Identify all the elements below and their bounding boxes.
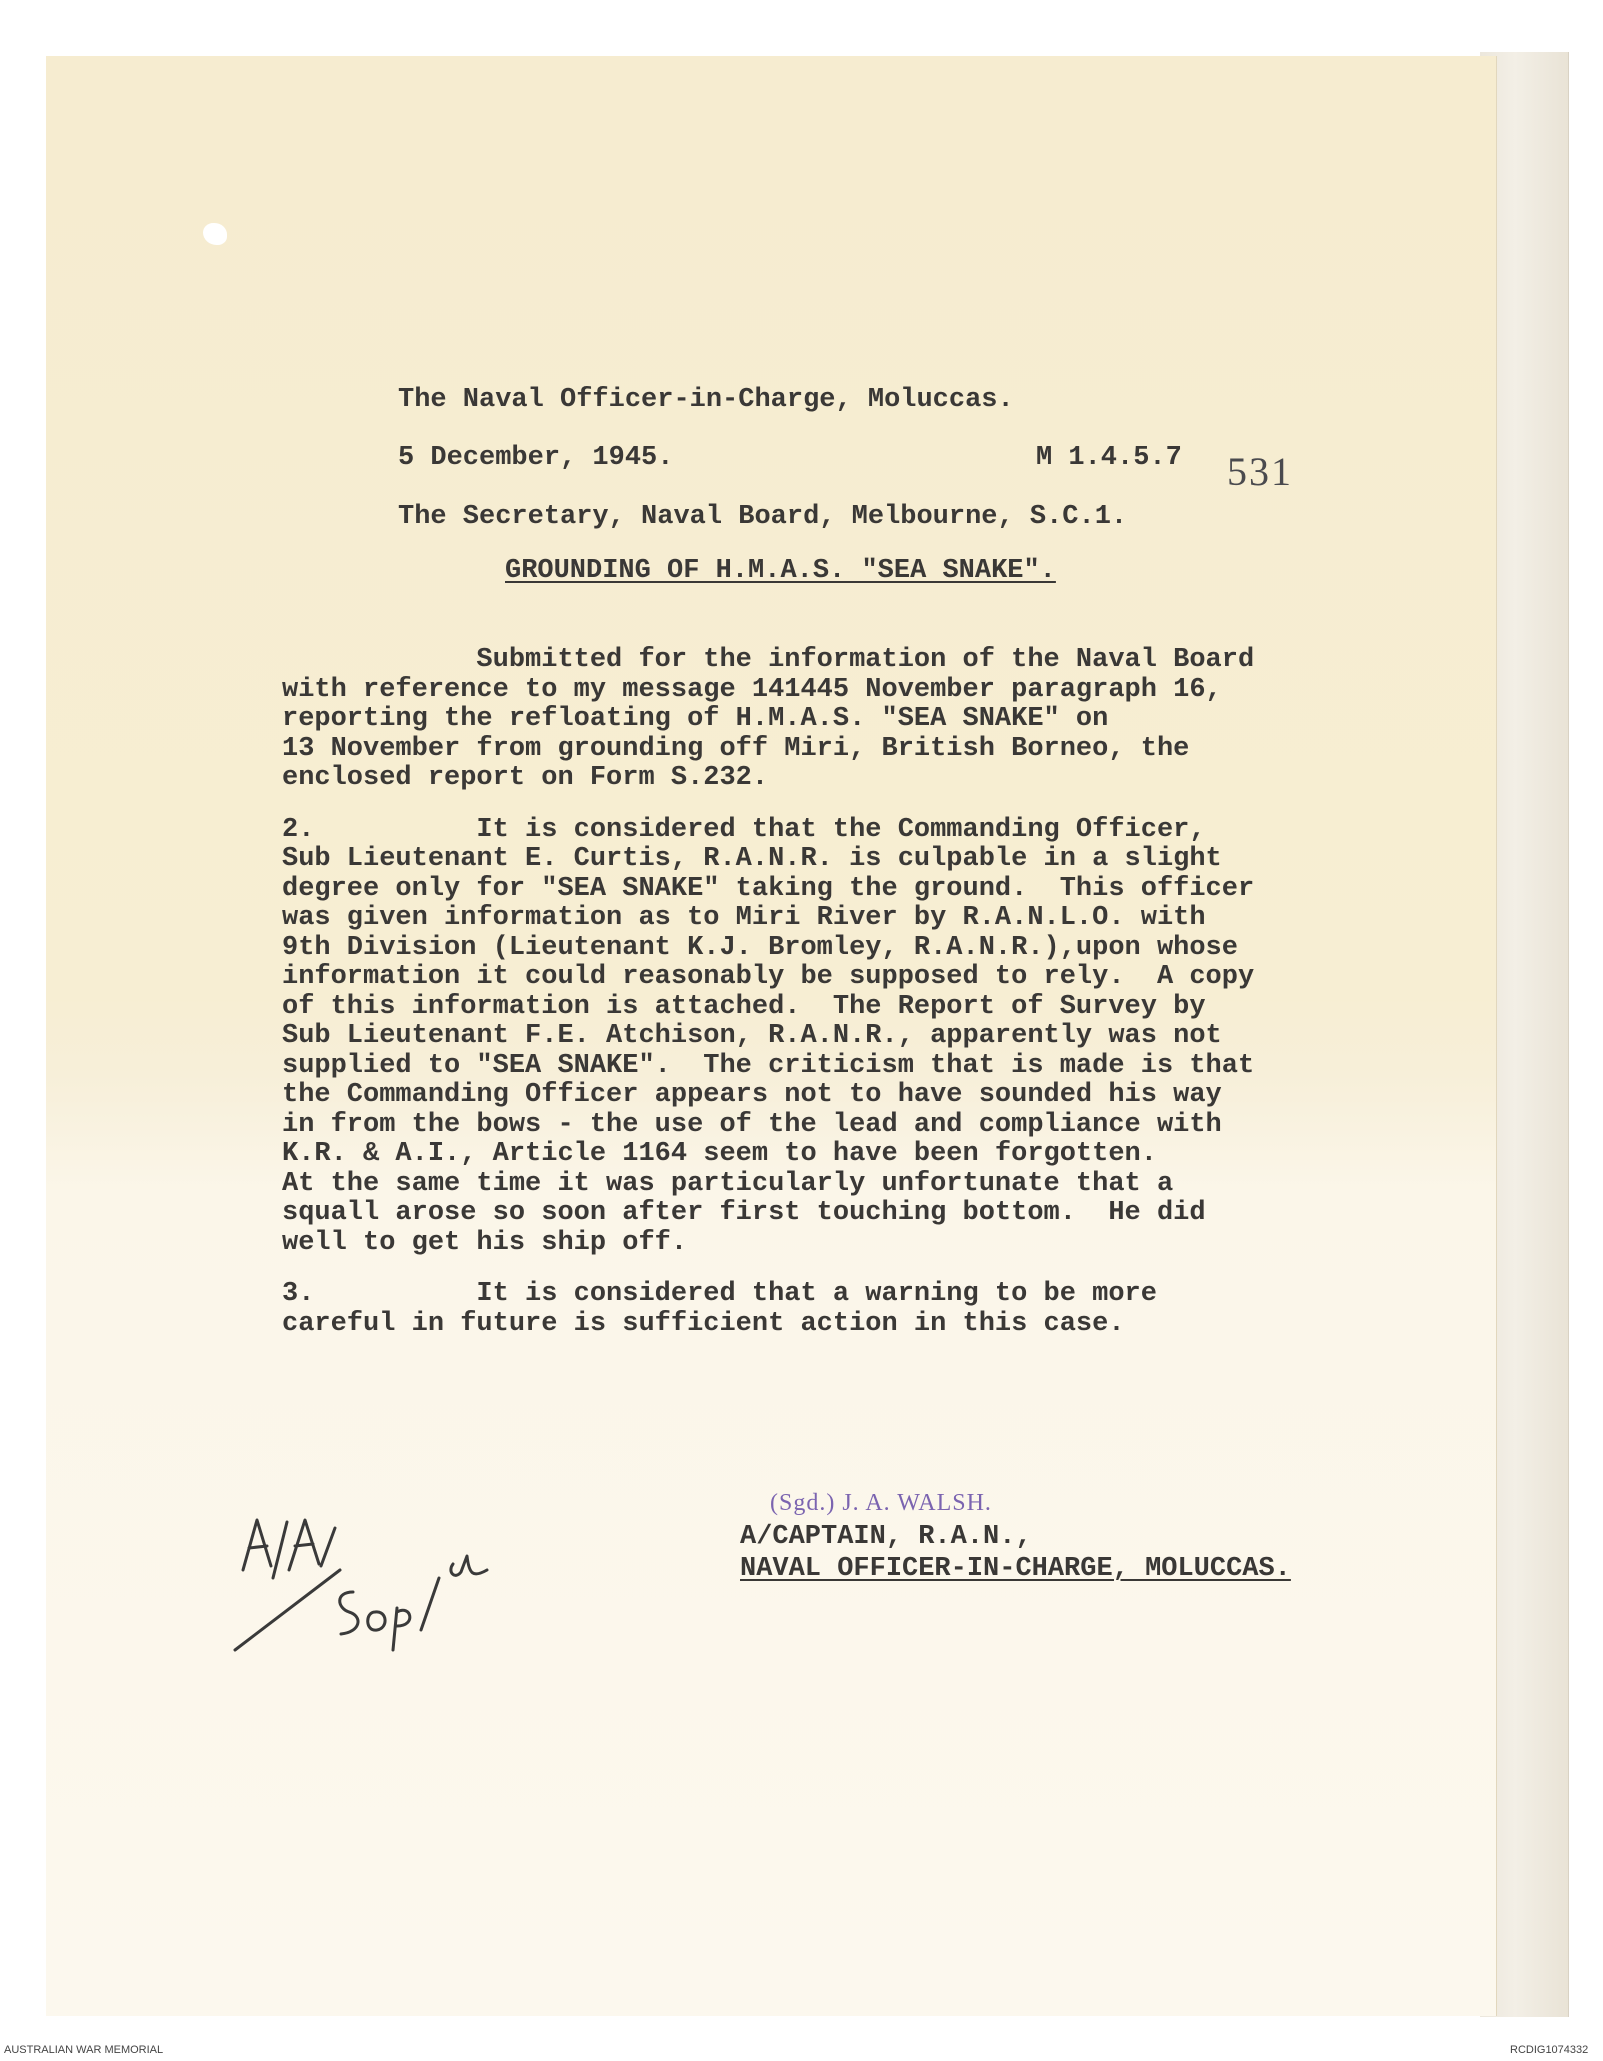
punch-hole	[203, 223, 227, 245]
date-line: 5 December, 1945.	[398, 443, 674, 473]
footer-id: RCDIG1074332	[1510, 2044, 1589, 2056]
folio-number: 531	[1227, 449, 1293, 494]
paragraph-line: Submitted for the information of the Naval Board	[282, 645, 1255, 675]
paragraph-line: of this information is attached. The Report of Survey by	[282, 991, 1206, 1022]
paragraph-line: 2. It is considered that the Commanding Officer,	[282, 814, 1206, 845]
paragraph-line: with reference to my message 141445 November paragraph 16,	[282, 674, 1222, 705]
signatory-title: NAVAL OFFICER-IN-CHARGE, MOLUCCAS.	[740, 1554, 1291, 1584]
signatory-rank: A/CAPTAIN, R.A.N.,	[740, 1522, 1032, 1552]
paragraph-line: 3. It is considered that a warning to be more	[282, 1279, 1157, 1309]
paragraph-line: careful in future is sufficient action in this case.	[282, 1308, 1125, 1339]
to-line: The Secretary, Naval Board, Melbourne, S.C.1.	[398, 502, 1128, 532]
paragraph-line: supplied to "SEA SNAKE". The criticism that is made is that	[282, 1050, 1255, 1081]
subject-heading: GROUNDING OF H.M.A.S. "SEA SNAKE".	[505, 556, 1056, 586]
paragraph-line: 9th Division (Lieutenant K.J. Bromley, R.A.N.R.),upon whose	[282, 932, 1238, 963]
paragraph-line: squall arose so soon after first touching bottom. He did	[282, 1198, 1206, 1228]
paragraph-line: 13 November from grounding off Miri, British Borneo, the	[282, 733, 1190, 764]
reference-number: M 1.4.5.7	[1036, 443, 1182, 473]
paragraph-line: well to get his ship off.	[282, 1227, 688, 1258]
handwritten-note-image	[225, 1500, 515, 1670]
paragraph-line: degree only for "SEA SNAKE" taking the ground. This officer	[282, 873, 1255, 904]
footer-institution: AUSTRALIAN WAR MEMORIAL	[4, 2044, 164, 2056]
paragraph-line: K.R. & A.I., Article 1164 seem to have been forgotten.	[282, 1139, 1157, 1169]
paragraph-line: reporting the refloating of H.M.A.S. "SEA SNAKE" on	[282, 704, 1109, 734]
paragraph-line: in from the bows - the use of the lead and compliance with	[282, 1109, 1222, 1140]
signature-stamp: (Sgd.) J. A. WALSH.	[770, 1490, 992, 1516]
paragraph-line: At the same time it was particularly unfortunate that a	[282, 1168, 1174, 1199]
paragraph-line: information it could reasonably be supposed to rely. A copy	[282, 962, 1255, 992]
paragraph-line: enclosed report on Form S.232.	[282, 763, 769, 793]
paragraph-line: was given information as to Miri River by R.A.N.L.O. with	[282, 903, 1206, 933]
paragraph-line: Sub Lieutenant E. Curtis, R.A.N.R. is culpable in a slight	[282, 844, 1222, 874]
paragraph-line: the Commanding Officer appears not to have sounded his way	[282, 1080, 1222, 1110]
from-line: The Naval Officer-in-Charge, Moluccas.	[398, 385, 1014, 415]
paragraph-line: Sub Lieutenant F.E. Atchison, R.A.N.R., apparently was not	[282, 1021, 1222, 1051]
